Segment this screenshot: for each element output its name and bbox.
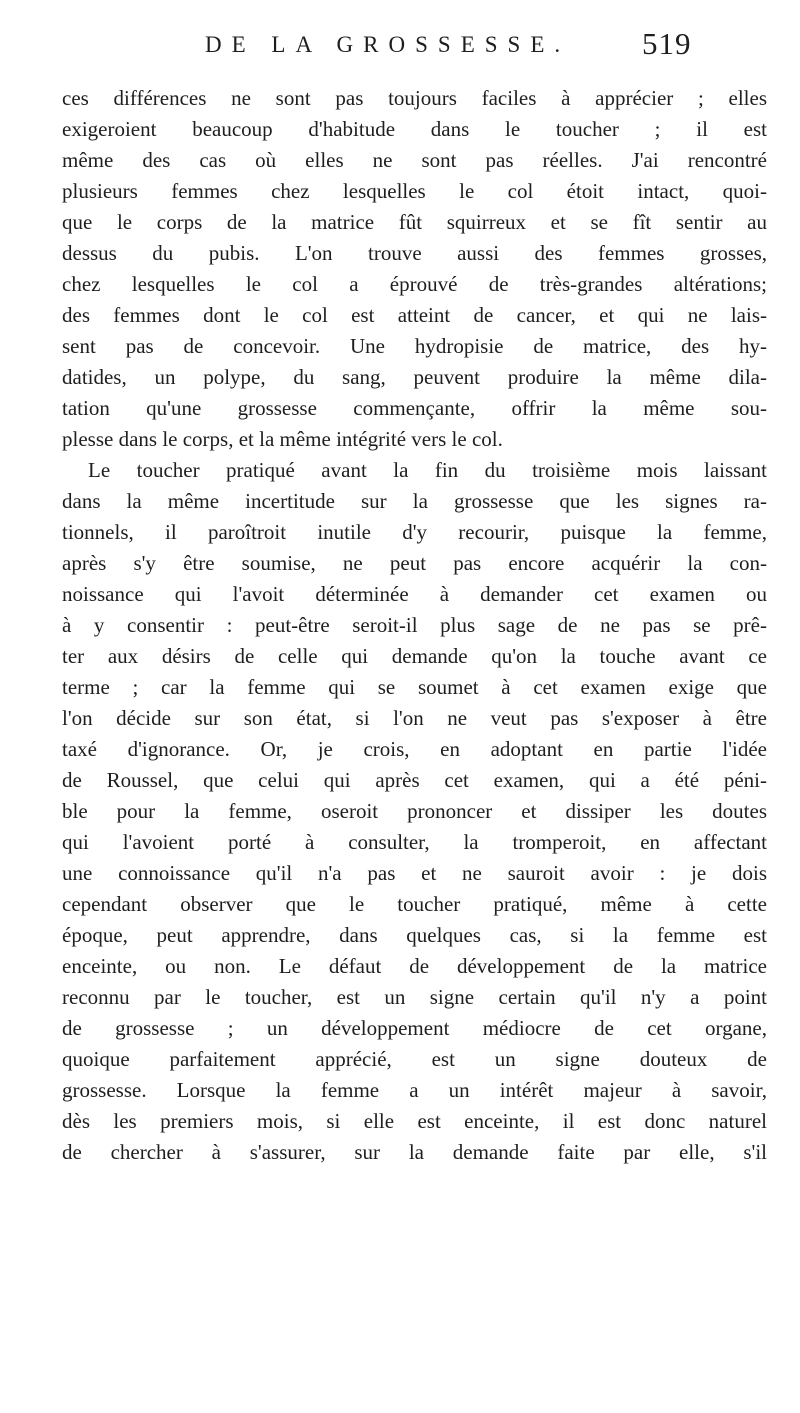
text-line: que le corps de la matrice fût squirreux et se fît sentir au (62, 210, 767, 234)
text-line: après s'y être soumise, ne peut pas encore acquérir la con- (62, 551, 767, 575)
text-line: exigeroient beaucoup d'habitude dans le toucher ; il est (62, 117, 767, 141)
text-line: plesse dans le corps, et la même intégrité vers le col. (62, 427, 503, 451)
text-line: taxé d'ignorance. Or, je crois, en adoptant en partie l'idée (62, 737, 767, 761)
text-line: ter aux désirs de celle qui demande qu'on la touche avant ce (62, 644, 767, 668)
text-line: chez lesquelles le col a éprouvé de très-grandes altérations; (62, 272, 767, 296)
text-line: époque, peut apprendre, dans quelques cas, si la femme est (62, 923, 767, 947)
text-line: même des cas où elles ne sont pas réelles. J'ai rencontré (62, 148, 767, 172)
text-line: de chercher à s'assurer, sur la demande faite par elle, s'il (62, 1140, 767, 1164)
running-head: DE LA GROSSESSE. (205, 32, 571, 57)
text-line: datides, un polype, du sang, peuvent produire la même dila- (62, 365, 767, 389)
text-line: quoique parfaitement apprécié, est un signe douteux de (62, 1047, 767, 1071)
text-line: enceinte, ou non. Le défaut de développement de la matrice (62, 954, 767, 978)
text-line: ces différences ne sont pas toujours faciles à apprécier ; elles (62, 86, 767, 110)
text-line: dans la même incertitude sur la grossesse que les signes ra- (62, 489, 767, 513)
text-line: de grossesse ; un développement médiocre de cet organe, (62, 1016, 767, 1040)
text-line: une connoissance qu'il n'a pas et ne sauroit avoir : je dois (62, 861, 767, 885)
text-line: terme ; car la femme qui se soumet à cet examen exige que (62, 675, 767, 699)
text-line: dessus du pubis. L'on trouve aussi des femmes grosses, (62, 241, 767, 265)
text-line: de Roussel, que celui qui après cet examen, qui a été péni- (62, 768, 767, 792)
text-line: reconnu par le toucher, est un signe certain qu'il n'y a point (62, 985, 767, 1009)
text-line: tation qu'une grossesse commençante, offrir la même sou- (62, 396, 767, 420)
text-line: sent pas de concevoir. Une hydropisie de matrice, des hy- (62, 334, 767, 358)
text-line: grossesse. Lorsque la femme a un intérêt majeur à savoir, (62, 1078, 767, 1102)
text-line: plusieurs femmes chez lesquelles le col étoit intact, quoi- (62, 179, 767, 203)
text-line: tionnels, il paroîtroit inutile d'y recourir, puisque la femme, (62, 520, 767, 544)
text-line: à y consentir : peut-être seroit-il plus sage de ne pas se prê- (62, 613, 767, 637)
text-line: cependant observer que le toucher pratiqué, même à cette (62, 892, 767, 916)
text-line: noissance qui l'avoit déterminée à demander cet examen ou (62, 582, 767, 606)
text-line: des femmes dont le col est atteint de cancer, et qui ne lais- (62, 303, 767, 327)
paragraph-start-line: Le toucher pratiqué avant la fin du troisième mois laissant (88, 458, 767, 482)
text-line: qui l'avoient porté à consulter, la tromperoit, en affectant (62, 830, 767, 854)
text-line: ble pour la femme, oseroit prononcer et dissiper les doutes (62, 799, 767, 823)
text-line: l'on décide sur son état, si l'on ne veut pas s'exposer à être (62, 706, 767, 730)
page-number: 519 (642, 26, 692, 61)
text-line: dès les premiers mois, si elle est enceinte, il est donc naturel (62, 1109, 767, 1133)
